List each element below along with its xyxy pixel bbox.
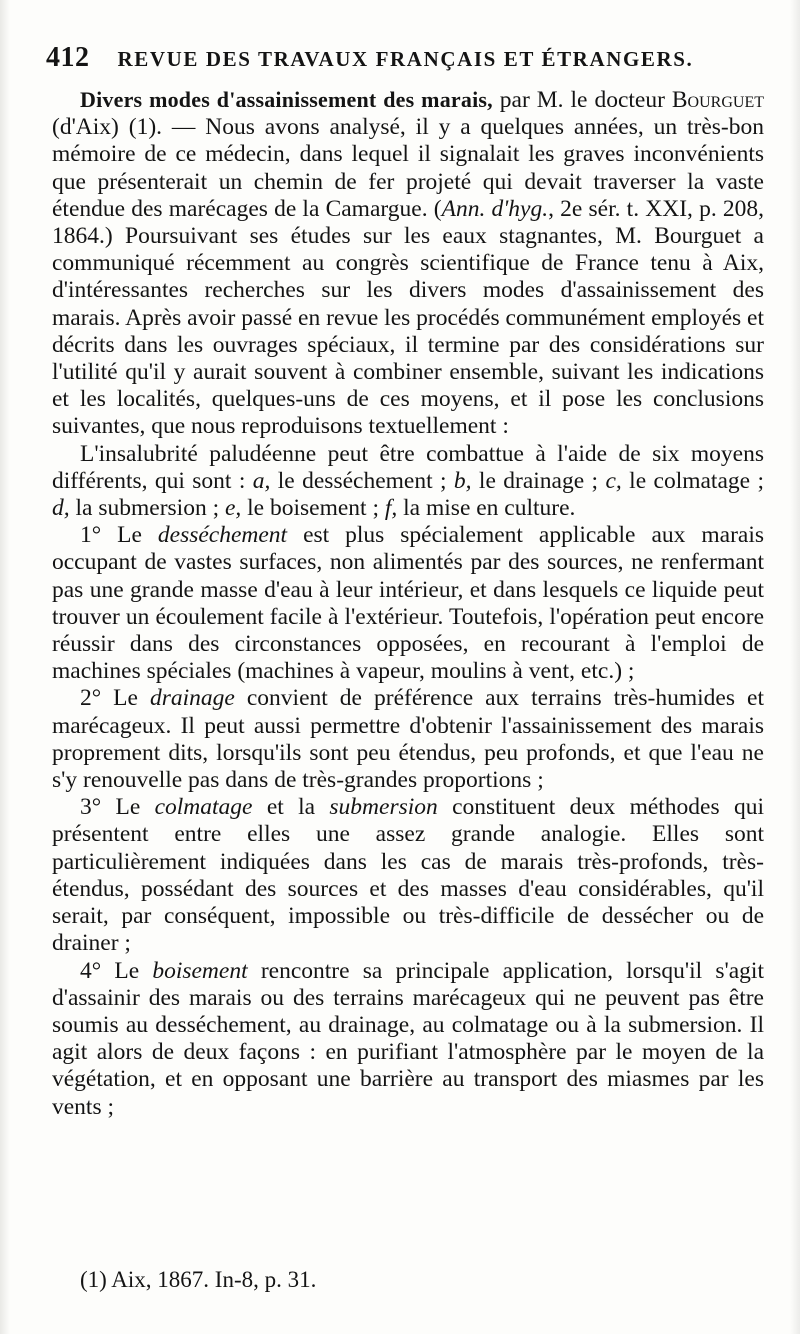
page-edge-left [0,0,10,1334]
means-letter-f: f, [384,495,398,522]
point-1-number: 1° Le [80,522,158,549]
point-3-connector: et la [252,794,330,821]
point-2-paragraph [52,685,764,794]
means-paragraph [52,441,764,523]
author-name: Bourguet [671,87,764,113]
page-number: 412 [46,42,90,73]
means-letter-b: b, [453,467,472,494]
means-letter-e: e, [224,495,242,522]
page-edge-right [790,0,800,1334]
intro-text-2: (d'Aix) (1). — Nous avons analysé, il y a quelques années, un très-bon mémoire de ce médecin, dans lequel il signalait les graves inconvénients que présenterait un chemin de fer projeté qui devait traverser la vaste étendue des marécages de la Camargue. ( [52,114,764,222]
footnote: (1) Aix, 1867. In-8, p. 31. [80,1267,317,1292]
means-text-3: le drainage ; [471,467,606,494]
point-2-text: convient de préférence aux terrains très-humides et marécageux. Il peut aussi permettre d'obtenir l'assainissement des marais proprement dits, lorsqu'ils sont peu étendus, peu profonds, et que l'eau ne s'y renouvelle pas dans de très-grandes proportions ; [52,685,764,794]
running-head: REVUE DES TRAVAUX FRANÇAIS ET ÉTRANGERS. [117,47,694,71]
journal-reference: Ann. d'hyg. [441,195,549,222]
point-4-text: rencontre sa principale application, lorsqu'il s'agit d'assainir des marais ou des terrains marécageux qui ne peuvent pas être soumis au desséchement, au drainage, au colmatage ou à la submersion. Il agit alors de deux façons : en purifiant l'atmosphère par le moyen de la végétation, et en opposant une barrière au transport des miasmes par les vents ; [52,957,764,1120]
article-title: Divers modes d'assainissement des marais, [80,87,493,112]
means-text-7: la mise en culture. [397,495,576,522]
point-3-term-colmatage: colmatage [154,794,253,821]
point-1-paragraph [52,522,764,685]
point-3-paragraph [52,794,764,957]
means-text-2: le desséchement ; [270,467,454,494]
intro-paragraph [52,86,764,441]
article-body [52,86,764,1121]
intro-text-3: , 2e sér. t. XXI, p. 208, 1864.) Poursuivant ses études sur les eaux stagnantes, M. Bourguet a communiqué récemment au congrès scientifique de France tenu à Aix, d'intéressantes recherches sur les divers modes d'assainissement des marais. Après avoir passé en revue les procédés communément employés et décrits dans les ouvrages spéciaux, il termine par des considérations sur l'utilité qu'il y aurait souvent à combiner ensemble, suivant les indications et les localités, quelques-uns de ces moyens, et il pose les conclusions suivantes, que nous reproduisons textuellement : [52,195,765,440]
means-letter-c: c, [605,467,622,494]
means-text-6: le boisement ; [241,495,385,522]
means-text-5: la submersion ; [69,495,225,522]
means-letter-a: a, [252,467,271,494]
point-2-number: 2° Le [80,685,150,712]
page-header [46,42,770,82]
point-3-number: 3° Le [80,794,155,821]
point-4-number: 4° Le [80,957,153,984]
point-1-text: est plus spécialement applicable aux marais occupant de vastes surfaces, non alimentés par des sources, ne renfermant pas une grande masse d'eau à leur intérieur, et dans lesquels ce liquide peut trouver un écoulement facile à l'extérieur. Toutefois, l'opération peut encore réussir dans des circonstances opposées, en recourant à l'emploi de machines spéciales (machines à vapeur, moulins à vent, etc.) ; [52,522,765,685]
point-4-term: boisement [152,957,248,984]
point-2-term: drainage [149,685,235,712]
point-3-text: constituent deux méthodes qui présentent entre elles une assez grande analogie. Elles sont particulièrement indiquées dans les cas de marais très-profonds, très-étendus, possédant des sources et des masses d'eau considérables, qu'il serait, par conséquent, impossible ou très-difficile de dessécher ou de drainer ; [52,794,764,957]
point-4-paragraph [52,958,764,1121]
means-text-1: L'insalubrité paludéenne peut être combattue à l'aide de six moyens différents, qui sont : [52,440,764,494]
point-1-term: desséchement [157,522,288,549]
intro-text-1: par M. le docteur [492,87,672,113]
means-letter-d: d, [52,495,70,522]
means-text-4: le colmatage ; [621,467,764,494]
point-3-term-submersion: submersion [329,794,438,821]
